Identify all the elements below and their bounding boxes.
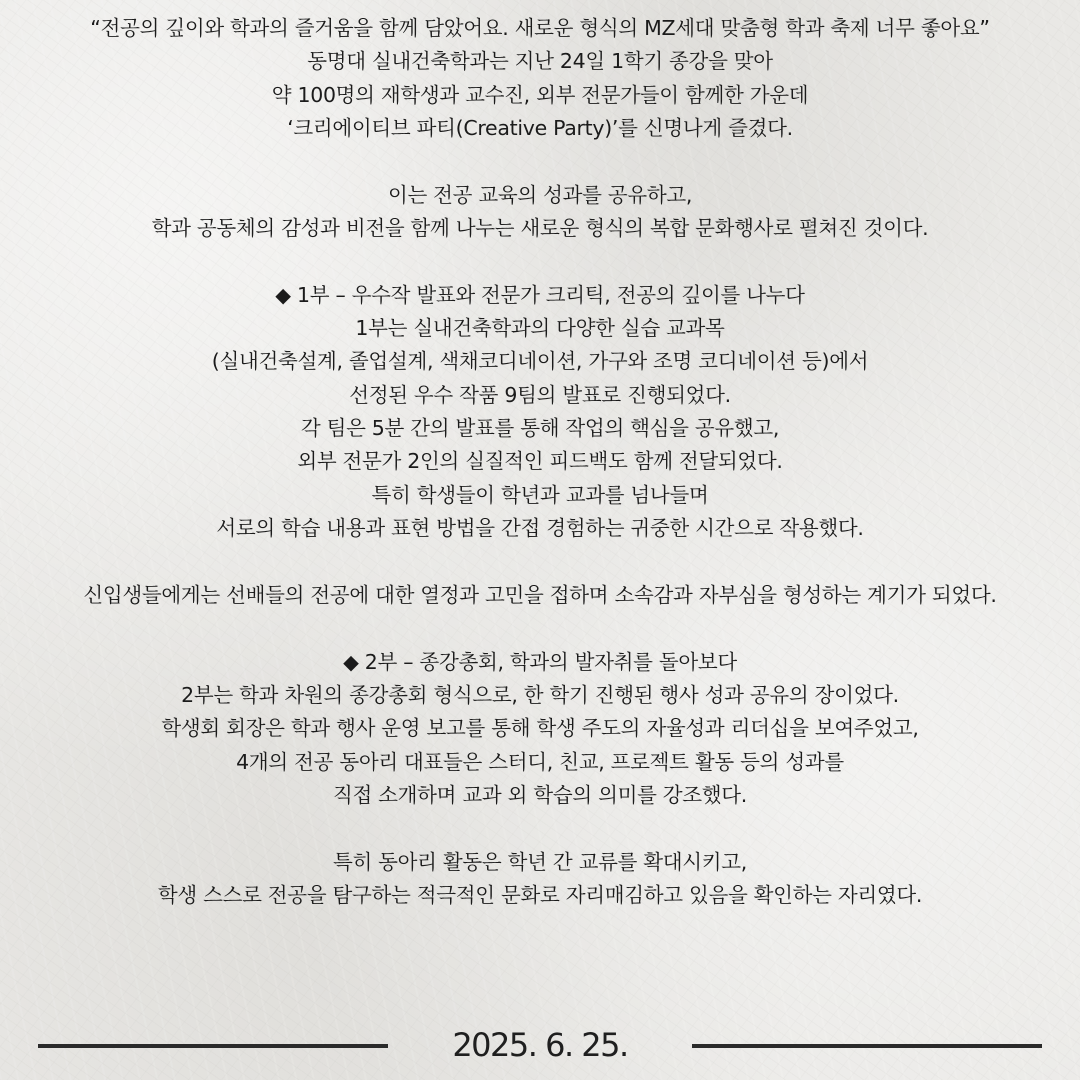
article-line: “전공의 깊이와 학과의 즐거움을 함께 담았어요. 새로운 형식의 MZ세대 맞춤형 학과 축제 너무 좋아요” (90, 16, 990, 40)
article-line: 특히 동아리 활동은 학년 간 교류를 확대시키고, (332, 849, 748, 874)
article-line: 2부는 학과 차원의 종강총회 형식으로, 한 학기 진행된 행사 성과 공유의 장이었다. (181, 682, 899, 707)
article-line: 학생 스스로 전공을 탐구하는 적극적인 문화로 자리매김하고 있음을 확인하는 자리였다. (157, 882, 923, 907)
article-line: 선정된 우수 작품 9팀의 발표로 진행되었다. (349, 382, 731, 407)
article-line: 학생회 회장은 학과 행사 운영 보고를 통해 학생 주도의 자율성과 리더십을 보여주었고, (161, 716, 919, 741)
paragraph-gap (0, 812, 1080, 845)
paragraph-gap (0, 245, 1080, 278)
publish-date: 2025. 6. 25. (452, 1026, 628, 1064)
section-heading-part2: ◆ 2부 – 종강총회, 학과의 발자취를 돌아보다 (343, 649, 737, 674)
paragraph-gap (0, 145, 1080, 178)
article-line: 4개의 전공 동아리 대표들은 스터디, 친교, 프로젝트 활동 등의 성과를 (236, 749, 844, 774)
section-heading-part1: ◆ 1부 – 우수작 발표와 전문가 크리틱, 전공의 깊이를 나누다 (275, 282, 805, 307)
left-divider (38, 1044, 388, 1048)
article-line: 동명대 실내건축학과는 지난 24일 1학기 종강을 맞아 (307, 49, 773, 74)
article-line: 직접 소개하며 교과 외 학습의 의미를 강조했다. (332, 782, 748, 807)
article-line: ‘크리에이티브 파티(Creative Party)’를 신명나게 즐겼다. (287, 116, 793, 141)
article-line: 각 팀은 5분 간의 발표를 통해 작업의 핵심을 공유했고, (300, 416, 780, 441)
article-line: 외부 전문가 2인의 실질적인 피드백도 함께 전달되었다. (297, 449, 783, 474)
right-divider (692, 1044, 1042, 1048)
article-line: 학과 공동체의 감성과 비전을 함께 나누는 새로운 형식의 복합 문화행사로 펼쳐진 것이다. (151, 216, 929, 241)
article-line: 이는 전공 교육의 성과를 공유하고, (387, 182, 693, 207)
article-line: 약 100명의 재학생과 교수진, 외부 전문가들이 함께한 가운데 (271, 82, 809, 107)
article-line: 서로의 학습 내용과 표현 방법을 간접 경험하는 귀중한 시간으로 작용했다. (216, 516, 864, 541)
date-footer (0, 1022, 1080, 1068)
article-line: (실내건축설계, 졸업설계, 색채코디네이션, 가구와 조명 코디네이션 등)에서 (211, 349, 869, 374)
article-line: 특히 학생들이 학년과 교과를 넘나들며 (371, 482, 709, 507)
paragraph-gap (0, 612, 1080, 645)
article-line: 신입생들에게는 선배들의 전공에 대한 열정과 고민을 접하며 소속감과 자부심을 형성하는 계기가 되었다. (83, 582, 997, 607)
article-line: 1부는 실내건축학과의 다양한 실습 교과목 (355, 316, 725, 341)
paragraph-gap (0, 546, 1080, 579)
article-body (0, 12, 1080, 912)
